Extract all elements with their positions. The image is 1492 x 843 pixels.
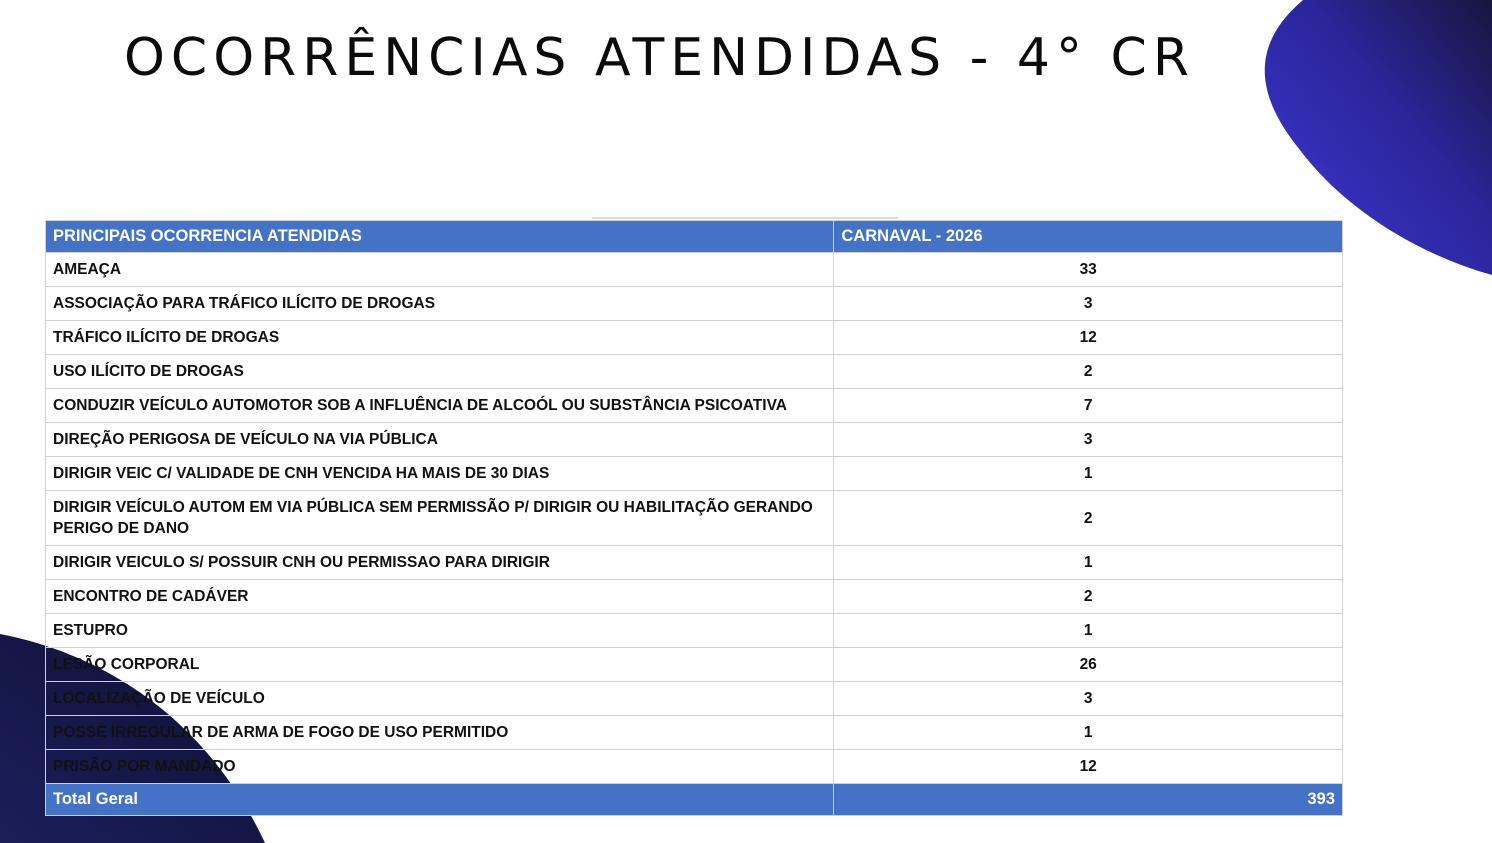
divider-line <box>592 217 898 219</box>
occurrence-count: 33 <box>834 253 1343 287</box>
table-row <box>46 648 1343 682</box>
page-title: OCORRÊNCIAS ATENDIDAS - 4° CR <box>124 28 1195 88</box>
column-header-carnaval: CARNAVAL - 2026 <box>834 221 1343 253</box>
table-row <box>46 389 1343 423</box>
occurrence-label: LOCALIZAÇÃO DE VEÍCULO <box>46 682 834 716</box>
table-row <box>46 580 1343 614</box>
occurrence-label: DIRIGIR VEICULO S/ POSSUIR CNH OU PERMISSAO PARA DIRIGIR <box>46 546 834 580</box>
occurrence-label: AMEAÇA <box>46 253 834 287</box>
table-row <box>46 355 1343 389</box>
table-row <box>46 491 1343 546</box>
occurrence-count: 3 <box>834 423 1343 457</box>
table-row <box>46 716 1343 750</box>
occurrence-label: DIRIGIR VEÍCULO AUTOM EM VIA PÚBLICA SEM PERMISSÃO P/ DIRIGIR OU HABILITAÇÃO GERANDO PERIGO DE DANO <box>46 491 834 546</box>
table-row <box>46 682 1343 716</box>
occurrence-count: 1 <box>834 614 1343 648</box>
occurrence-label: ASSOCIAÇÃO PARA TRÁFICO ILÍCITO DE DROGAS <box>46 287 834 321</box>
occurrence-count: 1 <box>834 716 1343 750</box>
occurrence-count: 12 <box>834 321 1343 355</box>
occurrence-count: 3 <box>834 682 1343 716</box>
table-row <box>46 253 1343 287</box>
occurrence-count: 26 <box>834 648 1343 682</box>
table-row <box>46 457 1343 491</box>
occurrence-label: DIRIGIR VEIC C/ VALIDADE DE CNH VENCIDA HA MAIS DE 30 DIAS <box>46 457 834 491</box>
occurrence-label: PRISÃO POR MANDADO <box>46 750 834 784</box>
occurrence-label: ENCONTRO DE CADÁVER <box>46 580 834 614</box>
total-label: Total Geral <box>46 784 834 816</box>
table-row <box>46 423 1343 457</box>
table-row <box>46 321 1343 355</box>
occurrence-count: 7 <box>834 389 1343 423</box>
occurrence-count: 1 <box>834 457 1343 491</box>
occurrences-table <box>45 220 1343 816</box>
occurrence-label: POSSE IRREGULAR DE ARMA DE FOGO DE USO PERMITIDO <box>46 716 834 750</box>
occurrence-label: DIREÇÃO PERIGOSA DE VEÍCULO NA VIA PÚBLICA <box>46 423 834 457</box>
occurrence-count: 2 <box>834 491 1343 546</box>
occurrence-label: TRÁFICO ILÍCITO DE DROGAS <box>46 321 834 355</box>
table-row <box>46 287 1343 321</box>
occurrence-count: 3 <box>834 287 1343 321</box>
occurrence-count: 2 <box>834 580 1343 614</box>
table-row <box>46 614 1343 648</box>
occurrence-count: 12 <box>834 750 1343 784</box>
occurrence-label: ESTUPRO <box>46 614 834 648</box>
table-row <box>46 546 1343 580</box>
table-header-row <box>46 221 1343 253</box>
column-header-occurrence: PRINCIPAIS OCORRENCIA ATENDIDAS <box>46 221 834 253</box>
table-total-row <box>46 784 1343 816</box>
occurrence-label: CONDUZIR VEÍCULO AUTOMOTOR SOB A INFLUÊNCIA DE ALCOÓL OU SUBSTÂNCIA PSICOATIVA <box>46 389 834 423</box>
occurrence-label: LESÃO CORPORAL <box>46 648 834 682</box>
occurrence-count: 2 <box>834 355 1343 389</box>
occurrence-count: 1 <box>834 546 1343 580</box>
total-value: 393 <box>834 784 1343 816</box>
table-row <box>46 750 1343 784</box>
occurrence-label: USO ILÍCITO DE DROGAS <box>46 355 834 389</box>
